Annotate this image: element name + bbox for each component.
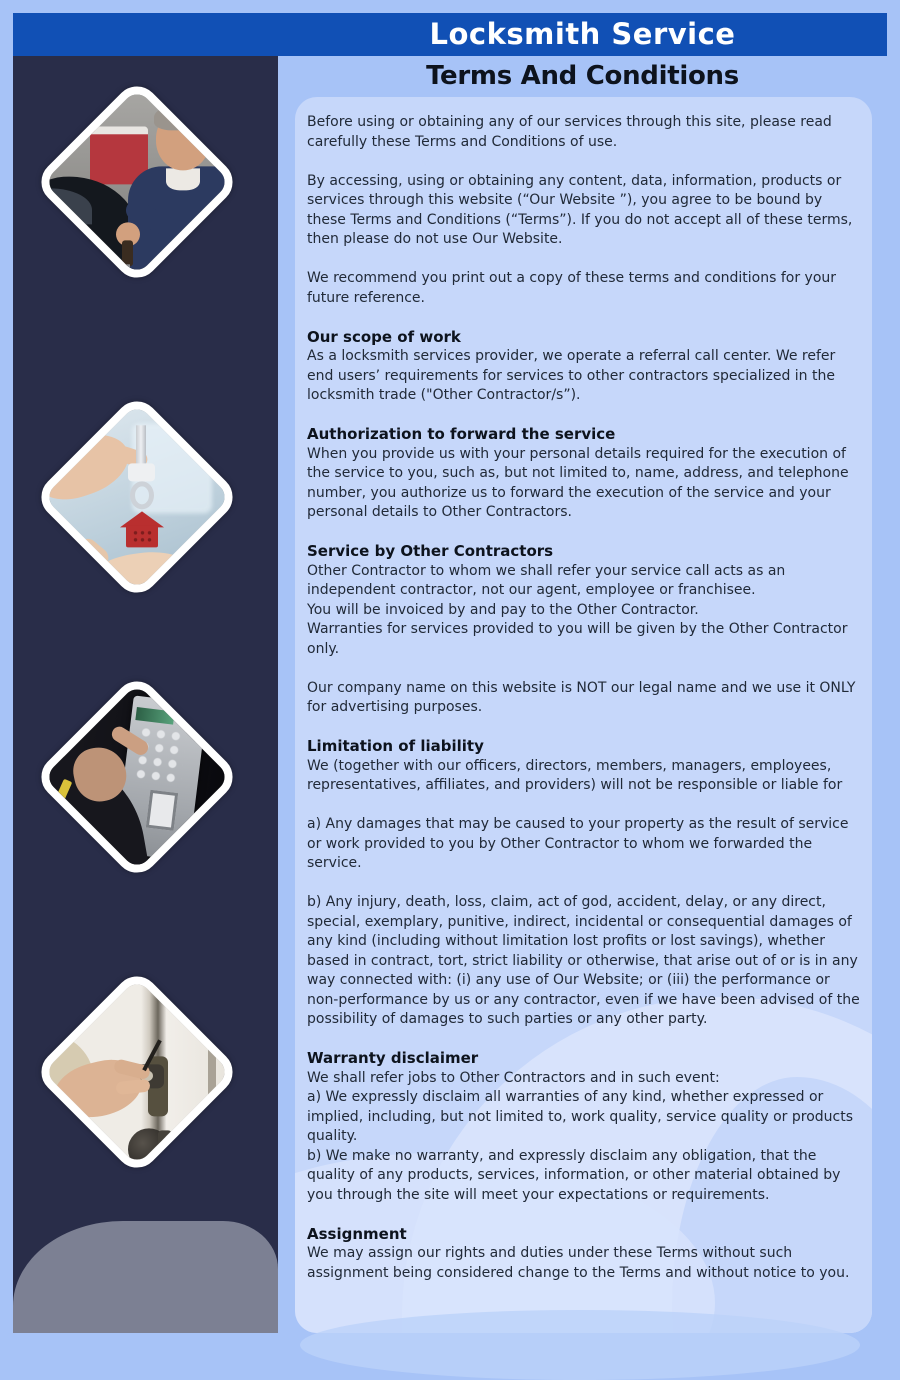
house-key-handover-photo xyxy=(32,392,241,601)
key-head xyxy=(128,463,155,481)
receiving-palm xyxy=(81,546,200,602)
section-heading-service: Service by Other Contractors xyxy=(307,542,554,560)
section-line: b) We make no warranty, and expressly disclaim any obligation, that the quality of any products, services, information, or other material obtained by you through the site will meet your expectations or requirements. xyxy=(307,1147,841,1203)
section-paragraph: Our company name on this website is NOT our legal name and we use it ONLY for advertising purposes. xyxy=(307,679,856,715)
section-paragraph: b) Any injury, death, loss, claim, act of god, accident, delay, or any direct, special, exemplary, punitive, indirect, incidental or consequential damages of any kind (including without limitation lost profits or lost savings), whether based in contract, tort, strict liability or otherwise, that arise out of or is in any way connected with: (i) any use of Our Website; or (iii) the performance or non-performance by us or any contractor, even if we have been advised of the possibility of damages to such parties or any other party. xyxy=(307,894,860,1027)
section-paragraph: We (together with our officers, directors, members, managers, employees, representatives, affiliates, and providers) will not be responsible or liable for xyxy=(307,757,843,793)
section-lines xyxy=(307,1069,861,1206)
section-line: Other Contractor to whom we shall refer your service call acts as an independent contractor, not our agent, employee or franchisee. xyxy=(307,562,786,598)
section-heading-warranty: Warranty disclaimer xyxy=(307,1049,479,1067)
technician-tshirt xyxy=(166,168,200,190)
car-key-blade xyxy=(126,264,130,286)
terms-subtitle: Terms And Conditions xyxy=(426,61,739,91)
sidebar-bottom-decoration xyxy=(13,1221,278,1333)
sidebar xyxy=(13,56,278,1333)
photo-scene xyxy=(32,683,241,881)
section-heading-authorization: Authorization to forward the service xyxy=(307,425,616,443)
key-ring xyxy=(130,481,154,509)
body-row xyxy=(13,56,887,1333)
auto-locksmith-photo xyxy=(32,77,241,286)
door-lock-repair-photo xyxy=(32,967,241,1176)
page-frame xyxy=(13,13,887,1333)
section-paragraph: We may assign our rights and duties under these Terms without such assignment being considered change to the Terms and without notice to you. xyxy=(307,1245,850,1281)
section-paragraph: a) Any damages that may be caused to your property as the result of service or work provided to you by Other Contractor to whom we forwarded the service. xyxy=(307,816,849,871)
section-line: You will be invoiced by and pay to the Other Contractor. xyxy=(307,601,699,618)
terms-panel xyxy=(295,97,872,1333)
card-slot xyxy=(146,790,178,831)
intro-paragraph: By accessing, using or obtaining any content, data, information, products or services through this website (“Our Website ”), you agree to be bound by these Terms and Conditions (“Terms”). If you do not accept all of these terms, then please do not use Our Website. xyxy=(307,172,853,247)
house-charm-windows xyxy=(132,529,152,543)
section-heading-liability: Limitation of liability xyxy=(307,737,484,755)
keypad-entry-photo xyxy=(32,672,241,881)
section-paragraph: As a locksmith services provider, we operate a referral call center. We refer end users’ requirements for services to other contractors specialized in the locksmith trade ("Other Contractor/s”). xyxy=(307,348,836,403)
section-line: We shall refer jobs to Other Contractors and in such event: xyxy=(307,1069,720,1086)
page-bottom-decoration xyxy=(300,1310,860,1380)
technician-hair xyxy=(154,104,212,130)
terms-text xyxy=(295,97,872,1283)
photo-scene xyxy=(32,978,241,1176)
car-key-fob xyxy=(122,240,133,266)
section-heading-assignment: Assignment xyxy=(307,1224,407,1243)
section-lines xyxy=(307,562,861,660)
header xyxy=(13,13,887,56)
section-line: Warranties for services provided to you will be given by the Other Contractor only. xyxy=(307,621,848,657)
section-line: a) We expressly disclaim all warranties of any kind, whether expressed or implied, including, but not limited to, work quality, service quality or products quality. xyxy=(307,1089,854,1144)
intro-paragraph: We recommend you print out a copy of these terms and conditions for your future reference. xyxy=(307,270,837,306)
photo-scene xyxy=(32,403,241,601)
photo-scene xyxy=(32,88,241,286)
door-edge xyxy=(208,978,216,1176)
page-title: Locksmith Service xyxy=(429,17,736,51)
content-column xyxy=(278,56,887,1333)
intro-paragraph: Before using or obtaining any of our services through this site, please read carefully these Terms and Conditions of use. xyxy=(307,114,832,150)
section-paragraph: When you provide us with your personal details required for the execution of the service to you, such as, but not limited to, name, address, and telephone number, you authorize us to forward the execution of the service and your personal details to Other Contractors. xyxy=(307,445,849,520)
door-knob-base xyxy=(158,1130,172,1168)
section-heading-scope: Our scope of work xyxy=(307,327,461,346)
